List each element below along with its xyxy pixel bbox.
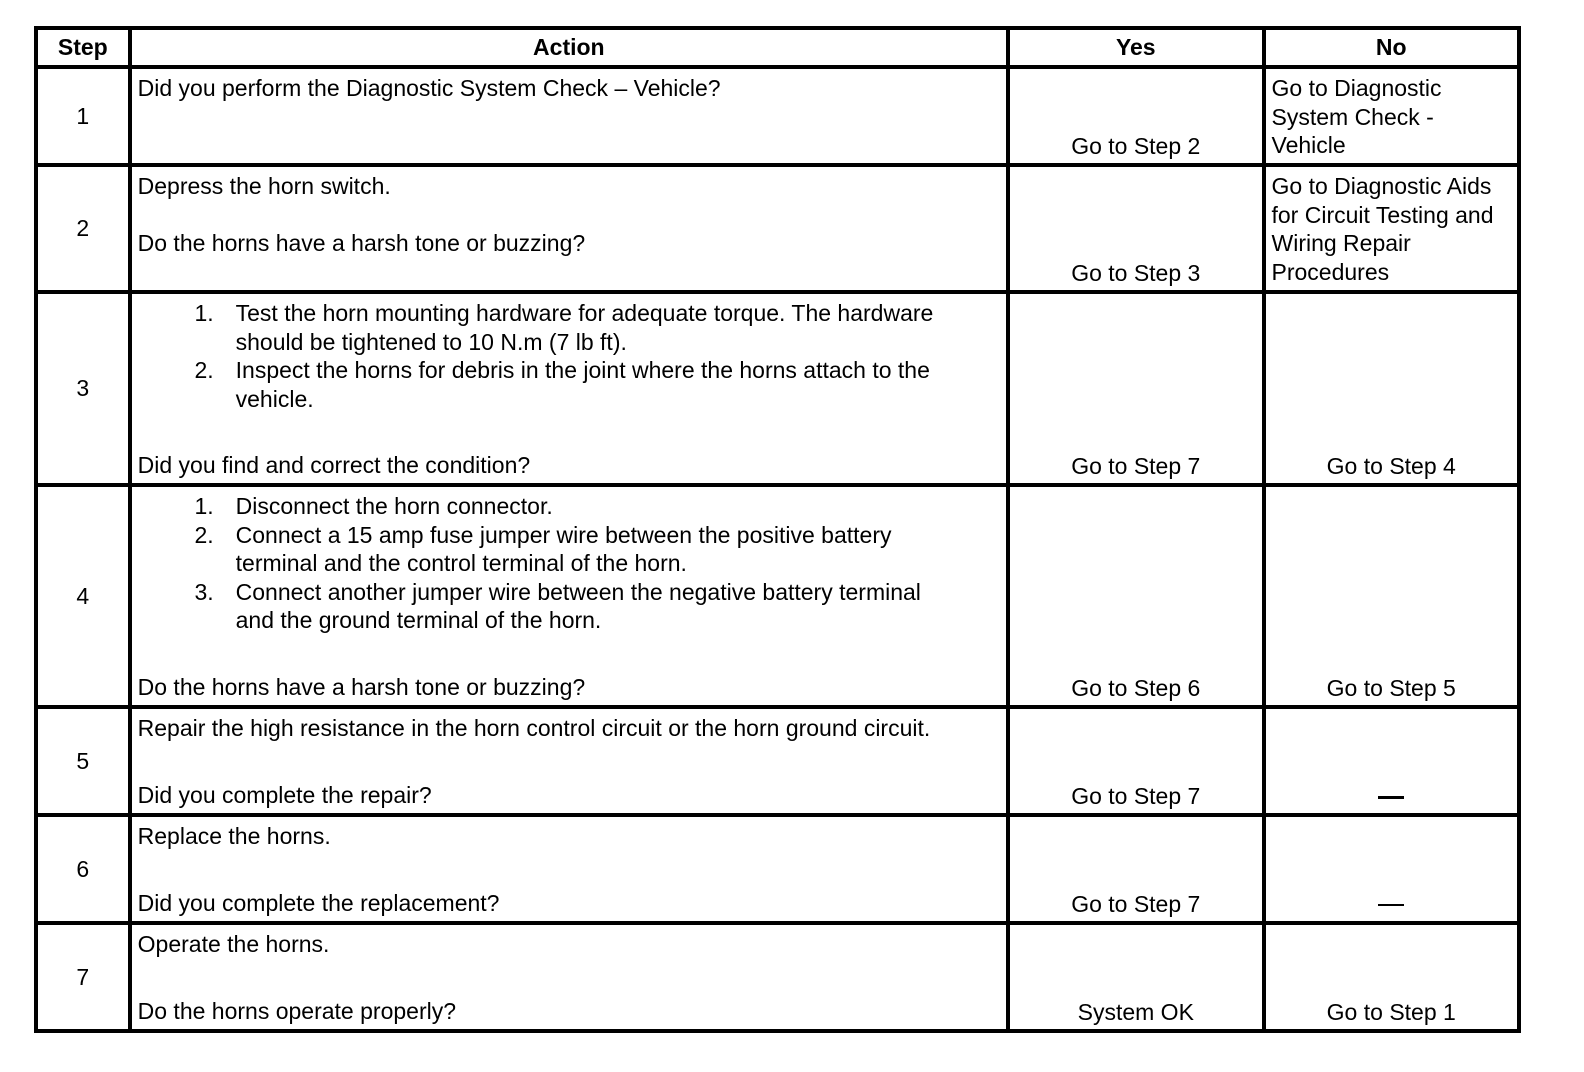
list-item-line: and the ground terminal of the horn. xyxy=(235,607,602,633)
no-result-line: Vehicle xyxy=(1271,132,1346,158)
yes-result: System OK xyxy=(1008,923,1263,1031)
action-question: Did you find and correct the condition? xyxy=(137,452,531,478)
no-result-line: Procedures xyxy=(1271,258,1390,285)
step-number: 5 xyxy=(36,707,130,815)
list-item-number: 1. xyxy=(194,493,214,519)
list-item xyxy=(138,578,1000,635)
list-item-number: 3. xyxy=(194,578,214,605)
list-item-line: Connect another jumper wire between the negative battery terminal xyxy=(235,578,921,605)
list-item-number: 2. xyxy=(194,357,214,383)
header-action: Action xyxy=(130,28,1008,67)
list-item-line: terminal and the control terminal of the horn. xyxy=(235,550,687,576)
action-cell xyxy=(130,292,1008,485)
yes-result: Go to Step 2 xyxy=(1008,67,1263,165)
list-item-line: Test the horn mounting hardware for adequate torque. The hardware xyxy=(235,300,934,326)
action-cell xyxy=(130,67,1008,165)
list-item xyxy=(138,356,1000,413)
list-item-number: 2. xyxy=(194,521,214,548)
table-row xyxy=(36,165,1519,292)
step-number: 7 xyxy=(36,923,130,1031)
action-question: Do the horns have a harsh tone or buzzing? xyxy=(137,229,586,256)
diagnostic-table xyxy=(34,26,1521,1033)
no-result xyxy=(1264,165,1520,292)
action-text: Depress the horn switch. xyxy=(137,173,391,199)
yes-result: Go to Step 3 xyxy=(1008,165,1263,292)
table-row xyxy=(36,815,1519,923)
action-text: Replace the horns. xyxy=(137,823,331,849)
yes-result: Go to Step 7 xyxy=(1008,707,1263,815)
header-no: No xyxy=(1264,28,1520,67)
no-result xyxy=(1264,707,1520,815)
table-row xyxy=(36,292,1519,485)
action-cell xyxy=(130,165,1008,292)
em-dash xyxy=(1378,796,1404,799)
action-question: Did you complete the repair? xyxy=(137,781,432,808)
no-result: Go to Step 5 xyxy=(1264,485,1520,707)
table-row xyxy=(36,923,1519,1031)
no-result xyxy=(1264,815,1520,923)
yes-result: Go to Step 7 xyxy=(1008,292,1263,485)
list-item-line: Disconnect the horn connector. xyxy=(235,493,553,519)
header-step: Step xyxy=(36,28,130,67)
action-question: Do the horns have a harsh tone or buzzing? xyxy=(137,673,586,700)
list-item-line: vehicle. xyxy=(235,385,314,412)
action-cell xyxy=(130,707,1008,815)
header-row xyxy=(36,28,1519,67)
action-text: Repair the high resistance in the horn control circuit or the horn ground circuit. xyxy=(137,715,931,741)
action-text: Operate the horns. xyxy=(137,931,330,957)
no-result: Go to Step 1 xyxy=(1264,923,1520,1031)
no-result-line: Go to Diagnostic Aids xyxy=(1271,173,1492,199)
no-result-line: Wiring Repair xyxy=(1271,230,1411,256)
list-item xyxy=(138,492,1000,521)
no-result-line: System Check - xyxy=(1271,103,1434,130)
table-row xyxy=(36,485,1519,707)
em-dash xyxy=(1378,904,1404,906)
step-number: 1 xyxy=(36,67,130,165)
action-steps-list xyxy=(138,299,1000,413)
yes-result: Go to Step 6 xyxy=(1008,485,1263,707)
action-cell xyxy=(130,815,1008,923)
no-result xyxy=(1264,67,1520,165)
step-number: 2 xyxy=(36,165,130,292)
action-steps-list xyxy=(138,492,1000,635)
list-item-number: 1. xyxy=(194,300,214,326)
header-yes: Yes xyxy=(1008,28,1263,67)
action-cell xyxy=(130,485,1008,707)
step-number: 4 xyxy=(36,485,130,707)
action-question: Do the horns operate properly? xyxy=(137,997,457,1024)
step-number: 6 xyxy=(36,815,130,923)
no-result: Go to Step 4 xyxy=(1264,292,1520,485)
yes-result: Go to Step 7 xyxy=(1008,815,1263,923)
list-item xyxy=(138,299,1000,356)
action-question: Did you complete the replacement? xyxy=(137,889,500,916)
no-result-line: Go to Diagnostic xyxy=(1271,75,1442,101)
list-item xyxy=(138,521,1000,578)
list-item-line: Inspect the horns for debris in the joint where the horns attach to the xyxy=(235,357,930,383)
no-result-line: for Circuit Testing and xyxy=(1271,201,1494,228)
table-row xyxy=(36,67,1519,165)
table-row xyxy=(36,707,1519,815)
list-item-line: should be tightened to 10 N.m (7 lb ft). xyxy=(235,328,627,355)
list-item-line: Connect a 15 amp fuse jumper wire between the positive battery xyxy=(235,521,892,548)
action-text: Did you perform the Diagnostic System Check – Vehicle? xyxy=(137,75,721,101)
step-number: 3 xyxy=(36,292,130,485)
action-cell xyxy=(130,923,1008,1031)
